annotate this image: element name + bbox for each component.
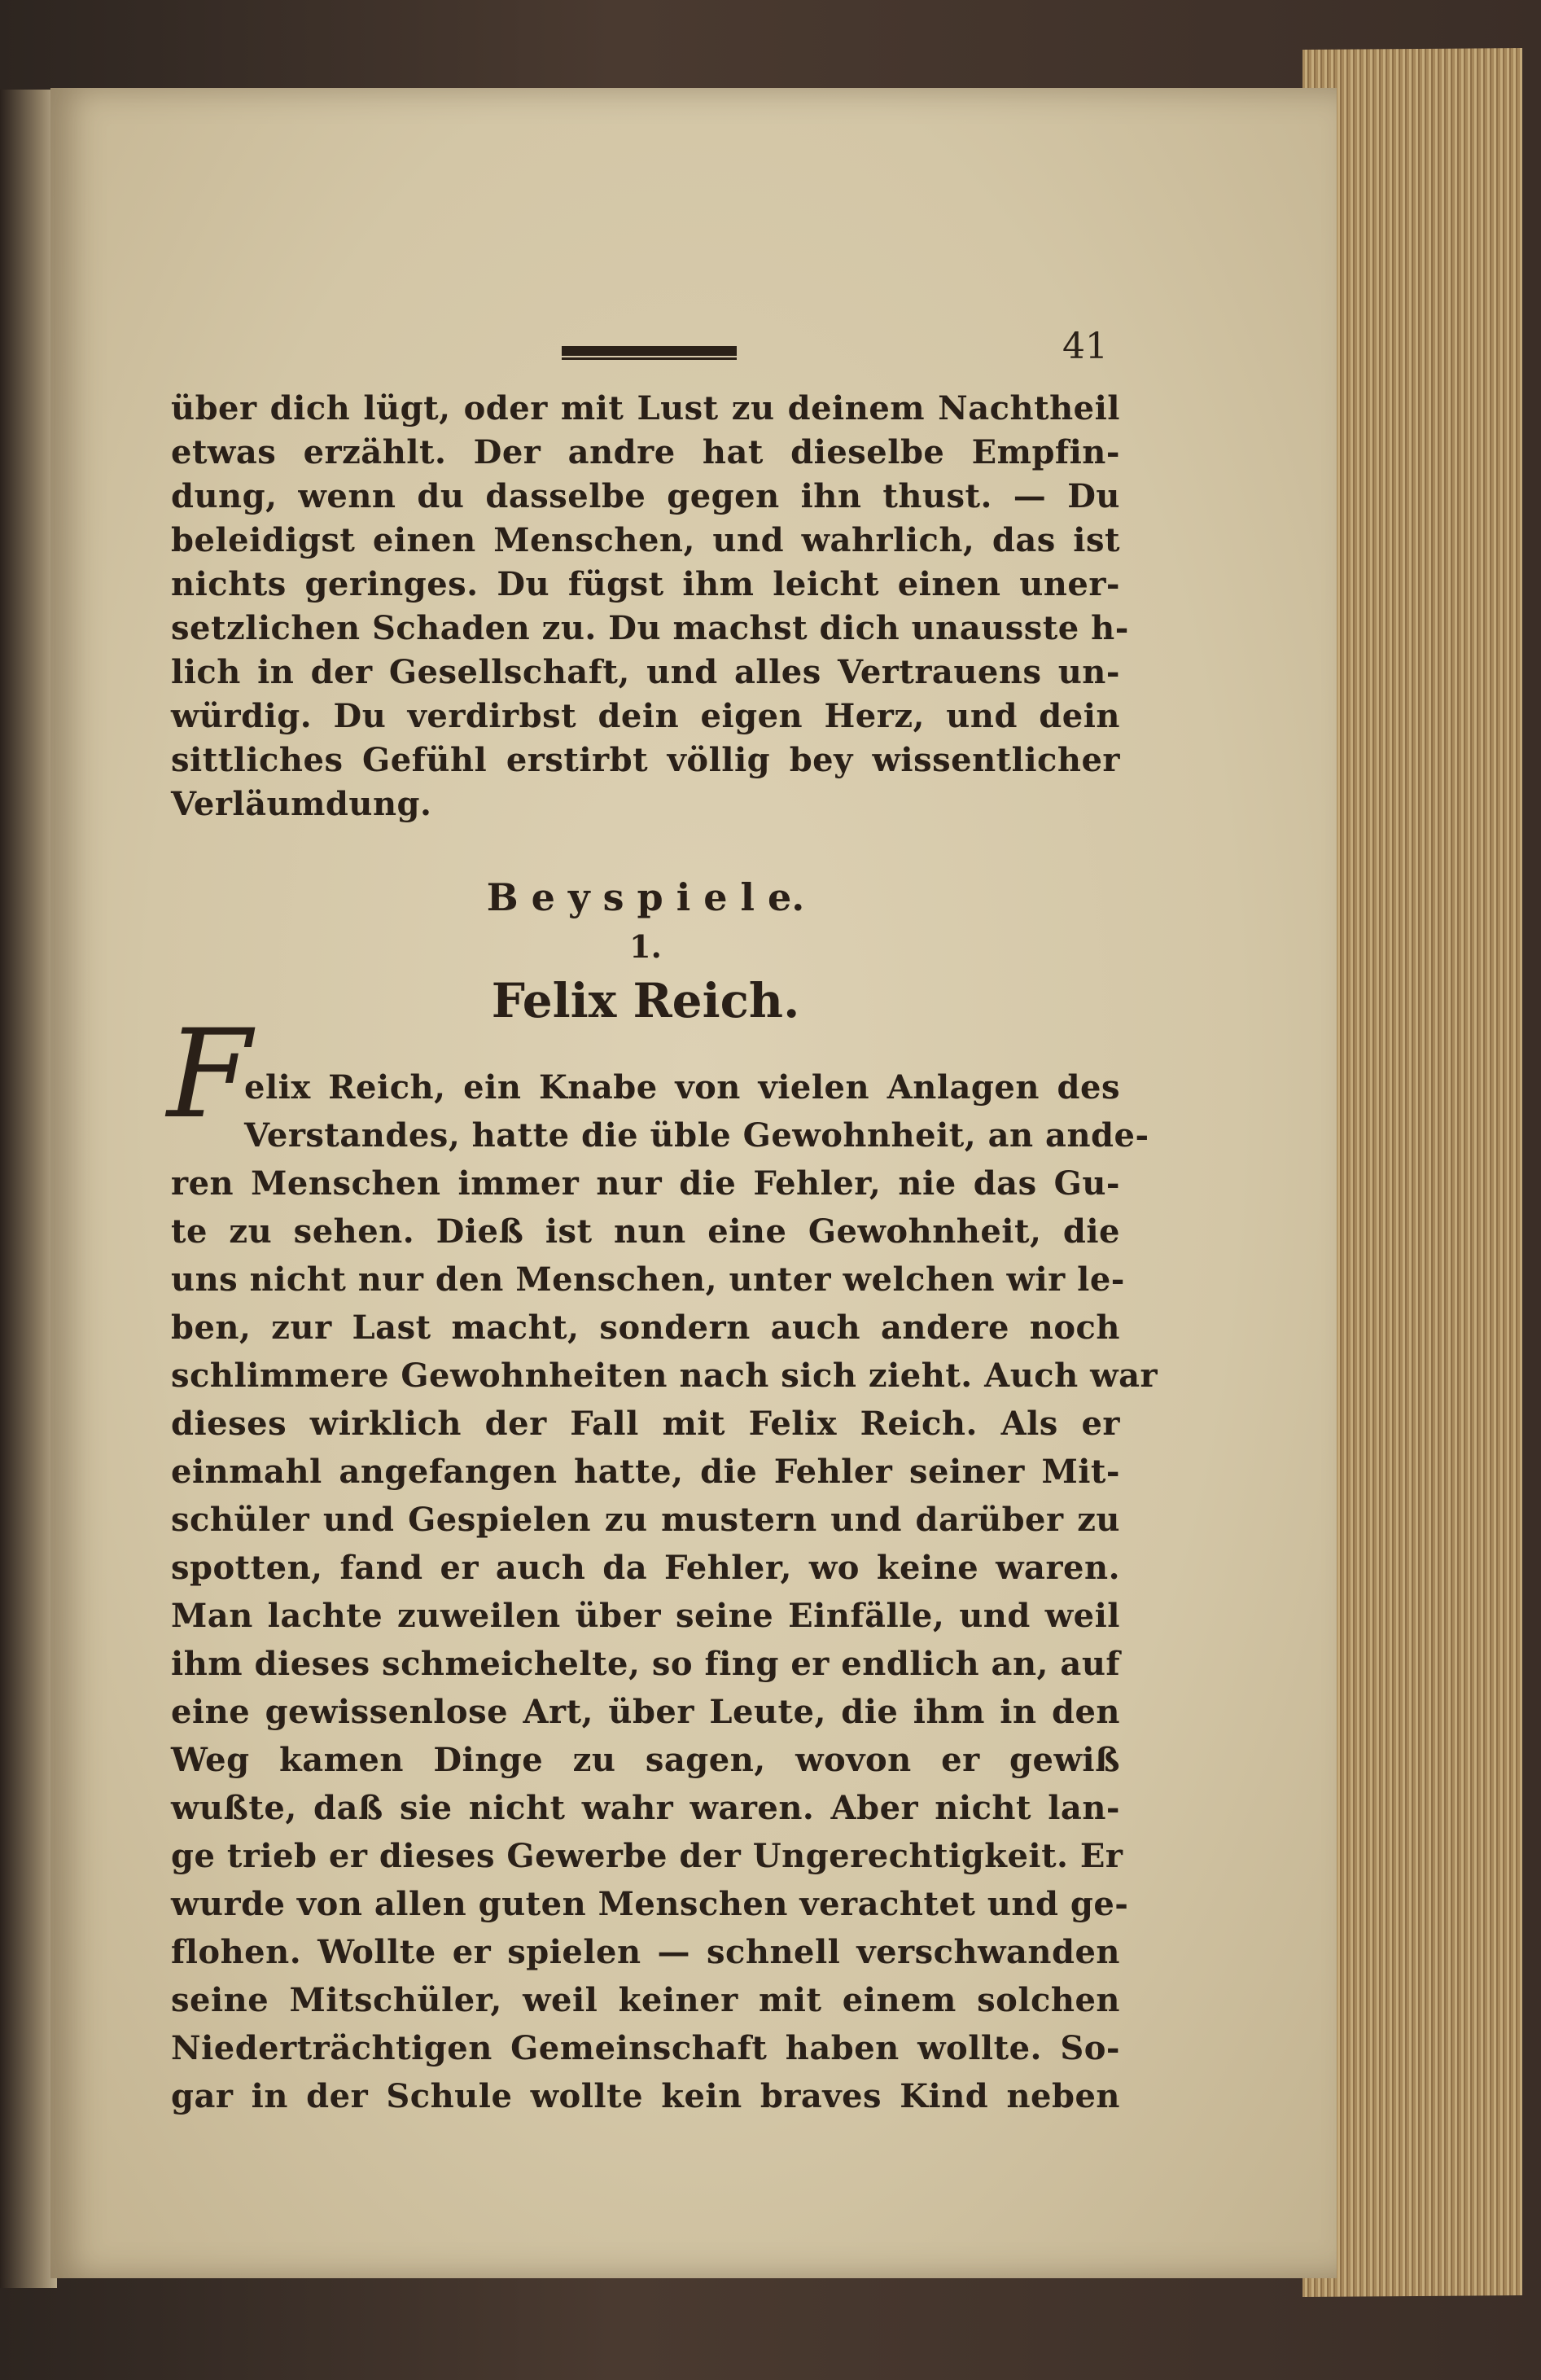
text-line: te zu sehen. Dieß ist nun eine Gewohnheit, die — [171, 1212, 1120, 1251]
text-line: wußte, daß sie nicht wahr waren. Aber nicht lan- — [171, 1789, 1120, 1827]
text-line: Niederträchtigen Gemeinschaft haben wollte. So- — [171, 2029, 1120, 2067]
book-gutter — [0, 90, 57, 2288]
text-line: ben, zur Last macht, sondern auch andere noch — [171, 1308, 1120, 1347]
text-line: uns nicht nur den Menschen, unter welchen wir le- — [171, 1260, 1125, 1299]
page-number: 41 — [1062, 326, 1108, 367]
text-line: lich in der Gesellschaft, und alles Vertrauens un- — [171, 653, 1120, 691]
text-line: spotten, fand er auch da Fehler, wo keine waren. — [171, 1549, 1120, 1587]
text-line: eine gewissenlose Art, über Leute, die ihm in den — [171, 1693, 1120, 1731]
text-line: seine Mitschüler, weil keiner mit einem solchen — [171, 1981, 1120, 2019]
example-title: Felix Reich. — [491, 973, 800, 1028]
text-line: ge trieb er dieses Gewerbe der Ungerechtigkeit. Er — [171, 1837, 1123, 1875]
text-line: Verläumdung. — [171, 785, 432, 823]
text-line: dieses wirklich der Fall mit Felix Reich. Als er — [171, 1405, 1120, 1443]
text-line: dung, wenn du dasselbe gegen ihn thust. — Du — [171, 477, 1120, 515]
text-line: würdig. Du verdirbst dein eigen Herz, und dein — [171, 697, 1120, 735]
text-line: elix Reich, ein Knabe von vielen Anlagen des — [244, 1068, 1120, 1107]
text-line: setzlichen Schaden zu. Du machst dich unausste h- — [171, 609, 1129, 647]
text-line: beleidigst einen Menschen, und wahrlich, das ist — [171, 521, 1120, 559]
text-line: Man lachte zuweilen über seine Einfälle, und weil — [171, 1597, 1120, 1635]
text-line: wurde von allen guten Menschen verachtet und ge- — [171, 1885, 1129, 1923]
text-line: Verstandes, hatte die üble Gewohnheit, an ande- — [244, 1116, 1149, 1155]
example-number: 1. — [629, 928, 662, 965]
text-line: sittliches Gefühl erstirbt völlig bey wissentlicher — [171, 741, 1120, 779]
text-line: schlimmere Gewohnheiten nach sich zieht. Auch war — [171, 1357, 1158, 1395]
header-rule — [562, 346, 737, 356]
text-line: einmahl angefangen hatte, die Fehler seiner Mit- — [171, 1453, 1120, 1491]
text-line: schüler und Gespielen zu mustern und darüber zu — [171, 1501, 1120, 1539]
text-line: ihm dieses schmeichelte, so fing er endlich an, auf — [171, 1645, 1121, 1683]
text-line: flohen. Wollte er spielen — schnell verschwanden — [171, 1933, 1120, 1971]
drop-cap: F — [167, 1004, 252, 1146]
text-line: gar in der Schule wollte kein braves Kind neben — [171, 2077, 1120, 2115]
text-line: über dich lügt, oder mit Lust zu deinem Nachtheil — [171, 389, 1120, 427]
section-heading: B e y s p i e l e. — [486, 875, 805, 919]
text-line: nichts geringes. Du fügst ihm leicht einen uner- — [171, 565, 1120, 603]
text-line: Weg kamen Dinge zu sagen, wovon er gewiß — [171, 1741, 1120, 1779]
text-line: etwas erzählt. Der andre hat dieselbe Empfin- — [171, 433, 1120, 471]
text-line: ren Menschen immer nur die Fehler, nie das Gu- — [171, 1164, 1120, 1203]
